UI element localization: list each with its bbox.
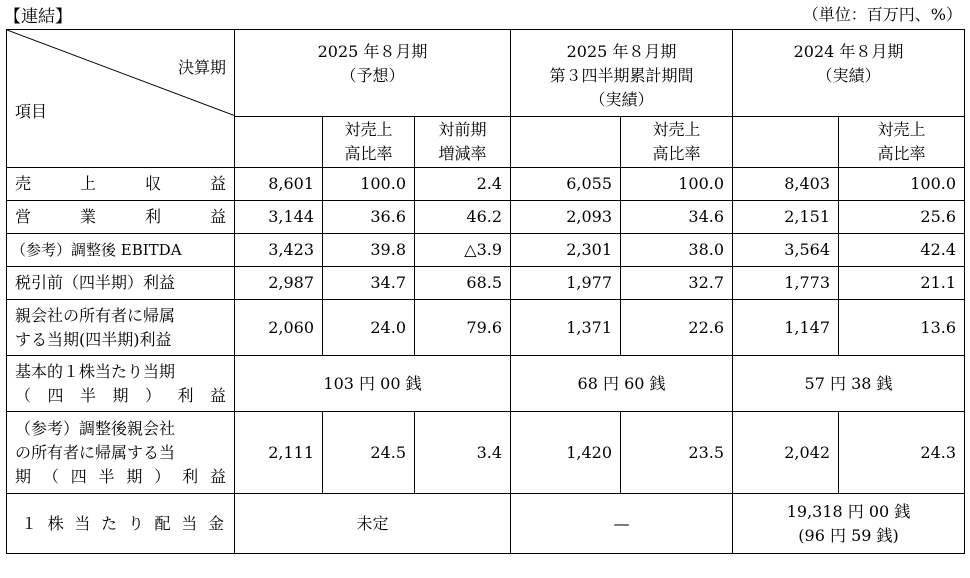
row-label: 営業利益 bbox=[7, 201, 235, 234]
row-label: 税引前（四半期）利益 bbox=[7, 267, 235, 300]
period-label: 決算期 bbox=[177, 58, 226, 77]
empty-cell bbox=[235, 117, 323, 168]
row-label: 売上収益 bbox=[7, 168, 235, 201]
col-2025-forecast: 2025 年８月期 （予想） bbox=[235, 30, 511, 117]
unit-note: （単位：百万円、%） bbox=[802, 5, 962, 24]
table-row: （参考）調整後親会社 の所有者に帰属する当 期（四半期）利益 2,111 24.5 3.4 1,420 23.5 2,042 24.3 bbox=[7, 412, 965, 494]
header-bar bbox=[4, 2, 962, 26]
row-label: （参考）調整後 EBITDA bbox=[7, 234, 235, 267]
sub-ratio-sales: 対売上 高比率 bbox=[323, 117, 415, 168]
col-2024-actual: 2024 年８月期 （実績） bbox=[733, 30, 965, 117]
table-row: 税引前（四半期）利益 2,987 34.7 68.5 1,977 32.7 1,773 21.1 bbox=[7, 267, 965, 300]
table-row: 売上収益 8,601 100.0 2.4 6,055 100.0 8,403 100.0 bbox=[7, 168, 965, 201]
table-row: （参考）調整後 EBITDA 3,423 39.8 △3.9 2,301 38.0 3,564 42.4 bbox=[7, 234, 965, 267]
diagonal-line bbox=[7, 30, 234, 167]
table-row: 親会社の所有者に帰属 する当期(四半期)利益 2,060 24.0 79.6 1,371 22.6 1,147 13.6 bbox=[7, 300, 965, 356]
corner-header bbox=[7, 30, 235, 168]
sub-ratio-prev: 対前期 増減率 bbox=[415, 117, 511, 168]
col-2025-q3: 2025 年８月期 第３四半期累計期間 （実績） bbox=[511, 30, 733, 117]
row-label: 親会社の所有者に帰属 する当期(四半期)利益 bbox=[7, 300, 235, 356]
row-label: 基本的１株当たり当期 （四半期）利益 bbox=[7, 356, 235, 412]
empty-cell bbox=[511, 117, 621, 168]
item-label: 項目 bbox=[15, 102, 48, 121]
sub-ratio-sales: 対売上 高比率 bbox=[621, 117, 733, 168]
row-label: １株当たり配当金 bbox=[7, 494, 235, 554]
table-row: 基本的１株当たり当期 （四半期）利益 103 円 00 銭 68 円 60 銭 57 円 38 銭 bbox=[7, 356, 965, 412]
empty-cell bbox=[733, 117, 839, 168]
sub-ratio-sales: 対売上 高比率 bbox=[839, 117, 965, 168]
financial-forecast-table bbox=[6, 29, 965, 554]
row-label: （参考）調整後親会社 の所有者に帰属する当 期（四半期）利益 bbox=[7, 412, 235, 494]
table-title: 【連結】 bbox=[4, 7, 72, 27]
table-row: １株当たり配当金 未定 — 19,318 円 00 銭 (96 円 59 銭) bbox=[7, 494, 965, 554]
table-row: 営業利益 3,144 36.6 46.2 2,093 34.6 2,151 25.6 bbox=[7, 201, 965, 234]
